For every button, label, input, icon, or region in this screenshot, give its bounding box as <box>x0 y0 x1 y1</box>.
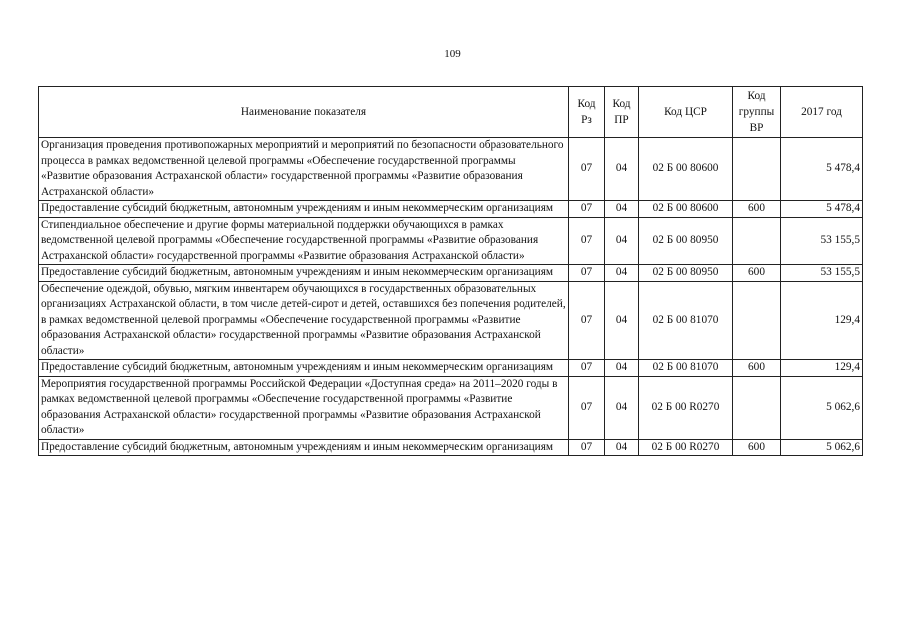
table-header-row <box>39 87 863 138</box>
row-name: Мероприятия государственной программы Российской Федерации «Доступная среда» на 2011–2020 годы в рамках ведомственной целевой программы «Обеспечение государственной программы «Развитие образования Астраханской области» государственной программы «Развитие образования Астраханской области» <box>39 376 569 439</box>
row-pr: 04 <box>605 281 639 360</box>
row-csr: 02 Б 00 80600 <box>639 138 733 201</box>
row-pr: 04 <box>605 201 639 218</box>
row-name: Стипендиальное обеспечение и другие формы материальной поддержки обучающихся в рамках ведомственной целевой программы «Обеспечение государственной программы «Развитие образования Астраханской области» государственной программы «Развитие образования Астраханской области» <box>39 217 569 265</box>
row-vr: 600 <box>733 439 781 456</box>
row-csr: 02 Б 00 80950 <box>639 217 733 265</box>
row-vr: 600 <box>733 360 781 377</box>
row-csr: 02 Б 00 R0270 <box>639 439 733 456</box>
header-rz: Код Рз <box>569 87 605 138</box>
row-name: Предоставление субсидий бюджетным, автономным учреждениям и иным некоммерческим организациям <box>39 265 569 282</box>
row-rz: 07 <box>569 376 605 439</box>
row-amount: 5 478,4 <box>781 138 863 201</box>
table-row <box>39 265 863 282</box>
page-number: 109 <box>444 48 461 60</box>
row-pr: 04 <box>605 265 639 282</box>
table-row <box>39 281 863 360</box>
row-pr: 04 <box>605 138 639 201</box>
table-row <box>39 217 863 265</box>
row-csr: 02 Б 00 R0270 <box>639 376 733 439</box>
row-csr: 02 Б 00 80950 <box>639 265 733 282</box>
row-csr: 02 Б 00 80600 <box>639 201 733 218</box>
row-name: Организация проведения противопожарных мероприятий и мероприятий по безопасности образовательного процесса в рамках ведомственной целевой программы «Обеспечение государственной программы «Развитие образования Астраханской области» государственной программы «Развитие образования Астраханской области» <box>39 138 569 201</box>
row-name: Предоставление субсидий бюджетным, автономным учреждениям и иным некоммерческим организациям <box>39 360 569 377</box>
row-amount: 5 062,6 <box>781 376 863 439</box>
row-pr: 04 <box>605 360 639 377</box>
row-name: Предоставление субсидий бюджетным, автономным учреждениям и иным некоммерческим организациям <box>39 201 569 218</box>
row-amount: 53 155,5 <box>781 265 863 282</box>
row-rz: 07 <box>569 281 605 360</box>
row-amount: 5 062,6 <box>781 439 863 456</box>
row-name: Предоставление субсидий бюджетным, автономным учреждениям и иным некоммерческим организациям <box>39 439 569 456</box>
row-rz: 07 <box>569 439 605 456</box>
row-csr: 02 Б 00 81070 <box>639 281 733 360</box>
header-name: Наименование показателя <box>39 87 569 138</box>
row-rz: 07 <box>569 265 605 282</box>
row-vr <box>733 281 781 360</box>
row-csr: 02 Б 00 81070 <box>639 360 733 377</box>
row-rz: 07 <box>569 138 605 201</box>
row-vr <box>733 217 781 265</box>
row-amount: 53 155,5 <box>781 217 863 265</box>
header-year: 2017 год <box>781 87 863 138</box>
row-amount: 5 478,4 <box>781 201 863 218</box>
row-rz: 07 <box>569 217 605 265</box>
table-row <box>39 376 863 439</box>
row-vr: 600 <box>733 265 781 282</box>
header-vr: Код группы ВР <box>733 87 781 138</box>
row-pr: 04 <box>605 217 639 265</box>
row-name: Обеспечение одеждой, обувью, мягким инвентарем обучающихся в государственных образовательных организациях Астраханской области, в том числе детей-сирот и детей, оставшихся без попечения родителей, в рамках ведомственной целевой программы «Обеспечение государственной программы «Развитие образования Астраханской области» государственной программы «Развитие образования Астраханской области» <box>39 281 569 360</box>
table-row <box>39 439 863 456</box>
row-amount: 129,4 <box>781 360 863 377</box>
row-vr: 600 <box>733 201 781 218</box>
table-row <box>39 360 863 377</box>
header-csr: Код ЦСР <box>639 87 733 138</box>
budget-table <box>38 86 863 456</box>
row-pr: 04 <box>605 376 639 439</box>
row-rz: 07 <box>569 201 605 218</box>
row-amount: 129,4 <box>781 281 863 360</box>
row-vr <box>733 138 781 201</box>
table-row <box>39 138 863 201</box>
header-pr: Код ПР <box>605 87 639 138</box>
table-row <box>39 201 863 218</box>
row-pr: 04 <box>605 439 639 456</box>
row-rz: 07 <box>569 360 605 377</box>
row-vr <box>733 376 781 439</box>
